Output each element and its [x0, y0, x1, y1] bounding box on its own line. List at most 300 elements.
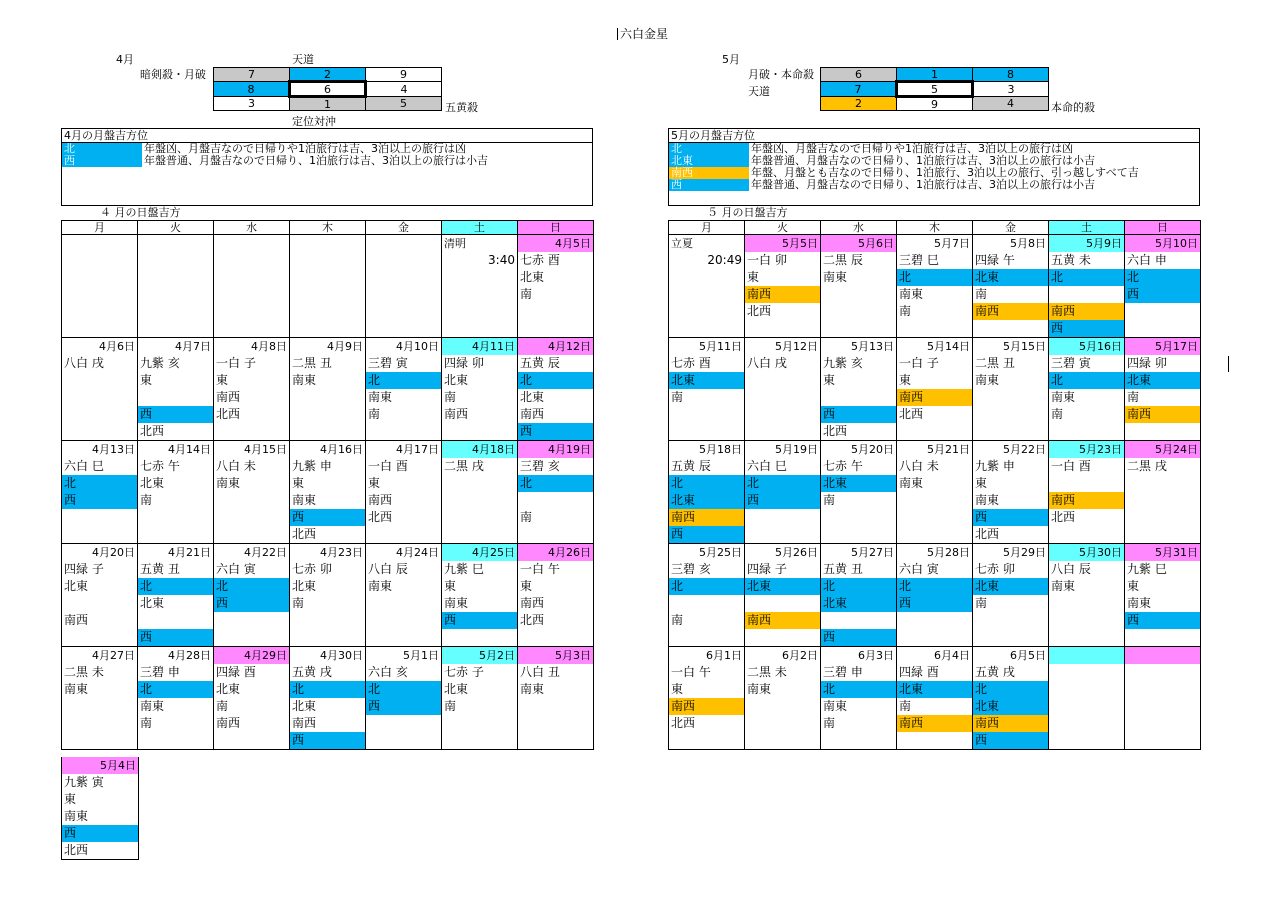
day-direction-line: 北東 — [292, 699, 317, 713]
day-star-line: 二黒 戌 — [444, 459, 484, 473]
day-direction-line: 南東 — [520, 682, 545, 696]
day-star-line: 一白 子 — [899, 356, 939, 370]
day-direction-line — [518, 629, 593, 646]
day-direction-line: 北西 — [292, 527, 317, 541]
day-star-line: 三碧 巳 — [899, 253, 939, 267]
day-date: 5月24日 — [1125, 441, 1200, 458]
day-direction-line: 北東 — [444, 682, 469, 696]
day-direction-line: 北 — [897, 578, 972, 595]
day-star-line: 三碧 寅 — [368, 356, 408, 370]
day-star-line: 四緑 子 — [64, 562, 104, 576]
day-direction-line — [669, 286, 744, 303]
day-direction-line: 東 — [975, 476, 988, 490]
may-calendar-title: ５ 月の日盤吉方 — [707, 206, 788, 219]
day-direction-line: 南 — [444, 699, 457, 713]
day-star-line — [214, 252, 289, 269]
day-direction-line: 西 — [821, 406, 896, 423]
day-direction-line — [1125, 320, 1200, 337]
day-direction-line — [897, 612, 972, 629]
day-cell — [973, 647, 1048, 749]
may-tendo-label: 天道 — [748, 85, 770, 98]
day-direction-line: 北東 — [669, 492, 744, 509]
day-direction-line — [62, 372, 137, 389]
day-direction-line — [138, 509, 213, 526]
day-direction-line — [897, 509, 972, 526]
board-star-number: 2 — [290, 68, 366, 82]
day-star-line: 七赤 酉 — [671, 356, 711, 370]
day-date: 6月2日 — [782, 649, 818, 662]
day-direction-line — [290, 612, 365, 629]
may-month-board — [820, 67, 1049, 111]
day-direction-line — [290, 406, 365, 423]
day-direction-line — [1125, 698, 1200, 715]
day-star-line: 九紫 申 — [292, 459, 332, 473]
day-direction-line — [214, 269, 289, 286]
april-tendo-label: 天道 — [292, 53, 314, 66]
board-star-number: 3 — [214, 97, 290, 111]
day-direction-line — [214, 526, 289, 543]
day-direction-line: 南 — [1127, 390, 1140, 404]
weekday-header: 日 — [1125, 221, 1201, 235]
day-cell — [138, 647, 213, 749]
day-direction-line: 南西 — [745, 612, 820, 629]
day-direction-line — [1125, 715, 1200, 732]
day-direction-line: 西 — [669, 526, 744, 543]
day-direction-line: 北東 — [520, 390, 545, 404]
day-star-line: 八白 未 — [899, 459, 939, 473]
day-date: 6月3日 — [858, 649, 894, 662]
day-direction-line — [442, 492, 517, 509]
day-direction-line: 北 — [366, 681, 441, 698]
text-cursor — [1228, 356, 1229, 372]
day-star-line: 七赤 卯 — [292, 562, 332, 576]
day-direction-line: 北 — [138, 681, 213, 698]
day-direction-line — [214, 303, 289, 320]
day-cell — [62, 544, 137, 646]
day-date: 5月14日 — [927, 340, 970, 353]
day-direction-line: 北 — [745, 475, 820, 492]
direction-label: 北 — [62, 143, 142, 155]
day-direction-line — [821, 509, 896, 526]
day-cell — [366, 441, 441, 543]
day-direction-line: 西 — [973, 732, 1048, 749]
board-star-number: 8 — [214, 82, 290, 97]
board-star-number: 2 — [821, 97, 897, 111]
april-direction-title: 4月の月盤吉方位 — [62, 129, 592, 143]
day-star-line: 一白 酉 — [1051, 459, 1091, 473]
day-cell — [821, 338, 896, 440]
day-cell — [745, 647, 820, 749]
weekday-header: 月 — [669, 221, 745, 235]
day-direction-line: 北 — [366, 372, 441, 389]
day-direction-line: 東 — [368, 476, 381, 490]
direction-label: 西 — [62, 155, 142, 167]
day-direction-line — [1125, 492, 1200, 509]
day-direction-line — [138, 269, 213, 286]
day-direction-line — [214, 320, 289, 337]
day-direction-line: 西 — [897, 595, 972, 612]
day-date: 4月7日 — [175, 340, 211, 353]
day-direction-line: 北東 — [64, 579, 89, 593]
board-star-number: 1 — [897, 68, 973, 82]
day-cell — [1049, 544, 1124, 646]
day-cell — [366, 235, 441, 337]
april-teii-label: 定位対沖 — [292, 115, 336, 128]
board-star-number: 7 — [214, 68, 290, 82]
weekday-header: 金 — [973, 221, 1049, 235]
day-date: 5月22日 — [1003, 443, 1046, 456]
day-cell — [442, 441, 517, 543]
day-date: 4月26日 — [518, 544, 593, 561]
day-direction-line — [1125, 303, 1200, 320]
day-direction-line: 南 — [975, 287, 988, 301]
weekday-header: 土 — [1049, 221, 1125, 235]
day-cell — [62, 338, 137, 440]
day-direction-line: 南 — [140, 716, 153, 730]
day-direction-line: 西 — [290, 509, 365, 526]
day-date: 4月10日 — [396, 340, 439, 353]
day-direction-line: 北 — [973, 681, 1048, 698]
day-date — [1049, 647, 1124, 664]
day-direction-line: 南 — [823, 493, 836, 507]
day-direction-line — [669, 303, 744, 320]
day-date: 4月29日 — [214, 647, 289, 664]
day-star-line: 一白 卯 — [747, 253, 787, 267]
day-date: 4月12日 — [518, 338, 593, 355]
day-star-line: 20:49 — [707, 253, 742, 267]
day-date: 5月23日 — [1049, 441, 1124, 458]
day-date: 5月28日 — [927, 546, 970, 559]
day-date: 5月30日 — [1049, 544, 1124, 561]
day-date: 5月21日 — [927, 443, 970, 456]
day-direction-line — [62, 423, 137, 440]
day-direction-line — [442, 320, 517, 337]
day-date: 5月16日 — [1049, 338, 1124, 355]
day-date: 4月19日 — [518, 441, 593, 458]
day-cell — [745, 441, 820, 543]
day-cell — [973, 338, 1048, 440]
weekday-header: 木 — [897, 221, 973, 235]
day-cell — [973, 441, 1048, 543]
board-star-number: 5 — [897, 82, 973, 97]
may-ankensatsu-label: 月破・本命殺 — [748, 68, 814, 81]
day-direction-line: 西 — [138, 629, 213, 646]
day-star-line: 五黄 丑 — [140, 562, 180, 576]
day-star-line: 四緑 卯 — [444, 356, 484, 370]
day-cell — [518, 544, 593, 646]
day-direction-line: 西 — [138, 406, 213, 423]
day-cell — [897, 647, 972, 749]
day-cell — [1049, 647, 1124, 749]
day-direction-line — [442, 629, 517, 646]
day-direction-line: 南西 — [973, 303, 1048, 320]
day-direction-line — [366, 612, 441, 629]
day-direction-line — [366, 732, 441, 749]
day-cell — [669, 647, 744, 749]
day-direction-line — [62, 269, 137, 286]
day-date: 5月5日 — [745, 235, 820, 252]
day-direction-line: 南西 — [520, 407, 545, 421]
day-direction-line — [1049, 681, 1124, 698]
day-star-line: 七赤 午 — [140, 459, 180, 473]
may-month-label: 5月 — [722, 53, 740, 66]
day-date: 4月30日 — [320, 649, 363, 662]
day-date: 5月3日 — [518, 647, 593, 664]
day-cell — [138, 235, 213, 337]
day-direction-line — [669, 629, 744, 646]
day-cell — [62, 757, 138, 859]
day-direction-line — [745, 629, 820, 646]
day-direction-line: 北東 — [292, 579, 317, 593]
direction-description: 年盤普通、月盤吉なので日帰り、1泊旅行は吉、3泊以上の旅行は小吉 — [144, 154, 488, 167]
day-direction-line — [62, 595, 137, 612]
day-cell — [138, 544, 213, 646]
day-date: 4月14日 — [168, 443, 211, 456]
day-direction-line — [442, 423, 517, 440]
day-direction-line — [821, 286, 896, 303]
day-direction-line: 北西 — [64, 843, 89, 857]
day-direction-line — [745, 732, 820, 749]
day-direction-line — [366, 629, 441, 646]
day-date — [1125, 647, 1200, 664]
day-star-line: 三碧 亥 — [671, 562, 711, 576]
day-date: 4月18日 — [442, 441, 517, 458]
day-cell — [518, 338, 593, 440]
day-cell — [518, 235, 593, 337]
page-title: 六白金星 — [617, 28, 668, 40]
day-star-line: 九紫 亥 — [140, 356, 180, 370]
day-direction-line: 南西 — [292, 716, 317, 730]
day-direction-line — [1125, 423, 1200, 440]
day-cell — [821, 647, 896, 749]
day-direction-line — [1125, 732, 1200, 749]
day-direction-line — [518, 732, 593, 749]
direction-label: 南西 — [669, 167, 749, 179]
day-cell — [1049, 338, 1124, 440]
day-date: 5月8日 — [1010, 237, 1046, 250]
day-star-line: 二黒 辰 — [823, 253, 863, 267]
day-date: 4月20日 — [92, 546, 135, 559]
day-cell — [442, 544, 517, 646]
weekday-header: 水 — [214, 221, 290, 235]
day-direction-line: 西 — [745, 492, 820, 509]
day-star-line: 七赤 酉 — [520, 253, 560, 267]
day-direction-line: 東 — [1127, 579, 1140, 593]
day-star-line: 三碧 申 — [140, 665, 180, 679]
day-direction-line — [366, 526, 441, 543]
day-star-line: 八白 戌 — [747, 356, 787, 370]
day-cell — [973, 235, 1048, 337]
day-direction-line — [821, 389, 896, 406]
day-date: 5月9日 — [1049, 235, 1124, 252]
day-cell — [442, 235, 517, 337]
day-direction-line: 南東 — [216, 476, 241, 490]
day-cell — [821, 544, 896, 646]
board-star-number: 4 — [973, 97, 1049, 111]
may-direction-title: 5月の月盤吉方位 — [669, 129, 1199, 143]
day-direction-line: 北西 — [216, 407, 241, 421]
day-direction-line: 南東 — [64, 809, 89, 823]
day-direction-line: 北東 — [140, 596, 165, 610]
board-star-number: 7 — [821, 82, 897, 97]
day-star-line: 五黄 辰 — [520, 356, 560, 370]
day-direction-line: 南西 — [216, 716, 241, 730]
weekday-header: 火 — [745, 221, 821, 235]
day-date — [290, 235, 365, 252]
day-direction-line: 南西 — [444, 407, 469, 421]
day-direction-line — [745, 406, 820, 423]
day-direction-line: 南 — [444, 390, 457, 404]
day-direction-line — [1125, 681, 1200, 698]
day-date: 4月27日 — [92, 649, 135, 662]
day-direction-line — [1049, 612, 1124, 629]
day-cell — [366, 544, 441, 646]
day-cell — [290, 544, 365, 646]
day-direction-line — [897, 423, 972, 440]
day-direction-line: 南東 — [64, 682, 89, 696]
day-direction-line: 南東 — [975, 493, 1000, 507]
day-star-line: 四緑 卯 — [1127, 356, 1167, 370]
day-direction-line: 北 — [62, 475, 137, 492]
day-direction-line: 北東 — [821, 595, 896, 612]
board-star-number: 5 — [366, 97, 442, 111]
day-cell — [62, 647, 137, 749]
april-extra-day-cell — [61, 757, 139, 860]
april-calendar — [61, 220, 594, 750]
day-star-line: 七赤 子 — [444, 665, 484, 679]
day-cell — [973, 544, 1048, 646]
day-direction-line — [290, 269, 365, 286]
day-direction-line — [62, 303, 137, 320]
day-cell — [821, 441, 896, 543]
day-direction-line: 南西 — [1049, 492, 1124, 509]
day-direction-line — [897, 320, 972, 337]
day-star-line: 六白 寅 — [216, 562, 256, 576]
day-date: 4月8日 — [251, 340, 287, 353]
day-direction-line — [897, 629, 972, 646]
day-direction-line: 南西 — [897, 715, 972, 732]
day-direction-line — [138, 303, 213, 320]
day-star-line: 九紫 巳 — [1127, 562, 1167, 576]
day-direction-line: 西 — [1049, 320, 1124, 337]
day-star-line: 五黄 辰 — [671, 459, 711, 473]
day-date: 5月12日 — [775, 340, 818, 353]
day-date — [366, 235, 441, 252]
day-date: 5月10日 — [1125, 235, 1200, 252]
day-direction-line — [138, 320, 213, 337]
day-direction-line: 北 — [1049, 372, 1124, 389]
day-date: 4月6日 — [99, 340, 135, 353]
day-cell — [745, 235, 820, 337]
day-direction-line: 北 — [518, 372, 593, 389]
day-star-line: 六白 亥 — [368, 665, 408, 679]
day-date: 6月1日 — [706, 649, 742, 662]
day-direction-line — [442, 732, 517, 749]
day-direction-line: 西 — [214, 595, 289, 612]
day-date: 4月9日 — [327, 340, 363, 353]
day-direction-line: 北東 — [897, 681, 972, 698]
day-direction-line — [62, 389, 137, 406]
day-cell — [366, 647, 441, 749]
day-date: 4月17日 — [396, 443, 439, 456]
day-date: 6月4日 — [934, 649, 970, 662]
day-direction-line — [62, 406, 137, 423]
day-date: 清明 — [444, 237, 466, 250]
day-date: 4月25日 — [442, 544, 517, 561]
day-star-line: 五黄 丑 — [823, 562, 863, 576]
day-cell — [442, 338, 517, 440]
day-direction-line — [669, 406, 744, 423]
day-date: 5月2日 — [442, 647, 517, 664]
day-direction-line: 南 — [671, 390, 684, 404]
day-star-line — [1125, 664, 1200, 681]
day-direction-line — [518, 526, 593, 543]
day-direction-line — [897, 732, 972, 749]
direction-description: 年盤、月盤とも吉なので日帰り、1泊旅行、3泊以上の旅行、引っ越しすべて吉 — [751, 166, 1139, 179]
day-direction-line: 西 — [442, 612, 517, 629]
day-star-line: 六白 巳 — [747, 459, 787, 473]
day-date: 4月28日 — [168, 649, 211, 662]
day-direction-line: 北 — [669, 578, 744, 595]
day-direction-line — [1125, 509, 1200, 526]
day-direction-line — [62, 698, 137, 715]
day-cell — [1049, 235, 1124, 337]
day-direction-line — [669, 269, 744, 286]
day-direction-line — [214, 629, 289, 646]
day-star-line — [366, 252, 441, 269]
day-direction-line — [442, 509, 517, 526]
april-calendar-title: ４ 月の日盤吉方 — [100, 206, 181, 219]
day-date: 4月13日 — [92, 443, 135, 456]
day-direction-line — [518, 698, 593, 715]
day-date: 4月21日 — [168, 546, 211, 559]
day-cell — [897, 338, 972, 440]
day-cell — [214, 338, 289, 440]
day-date — [62, 235, 137, 252]
direction-row — [62, 155, 592, 167]
day-direction-line: 南東 — [823, 699, 848, 713]
day-direction-line — [821, 303, 896, 320]
day-date: 5月11日 — [699, 340, 742, 353]
day-direction-line: 南東 — [368, 579, 393, 593]
day-star-line: 八白 丑 — [520, 665, 560, 679]
day-direction-line: 西 — [62, 492, 137, 509]
weekday-header: 月 — [62, 221, 138, 235]
day-direction-line — [973, 423, 1048, 440]
day-direction-line: 南東 — [292, 373, 317, 387]
direction-description: 年盤普通、月盤吉なので日帰り、1泊旅行は吉、3泊以上の旅行は小吉 — [751, 178, 1095, 191]
day-direction-line: 北 — [1049, 269, 1124, 286]
day-direction-line — [290, 423, 365, 440]
day-cell — [214, 441, 289, 543]
day-direction-line — [366, 303, 441, 320]
day-direction-line: 北西 — [823, 424, 848, 438]
day-direction-line — [1049, 475, 1124, 492]
day-direction-line — [973, 406, 1048, 423]
day-date: 6月5日 — [1010, 649, 1046, 662]
day-cell — [138, 338, 213, 440]
day-direction-line — [62, 715, 137, 732]
board-star-number: 6 — [290, 82, 366, 97]
day-direction-line: 南西 — [669, 509, 744, 526]
day-star-line: 四緑 酉 — [899, 665, 939, 679]
day-date: 5月26日 — [775, 546, 818, 559]
day-direction-line — [669, 320, 744, 337]
day-direction-line — [290, 303, 365, 320]
day-direction-line — [1049, 732, 1124, 749]
day-cell — [290, 647, 365, 749]
day-direction-line — [973, 389, 1048, 406]
